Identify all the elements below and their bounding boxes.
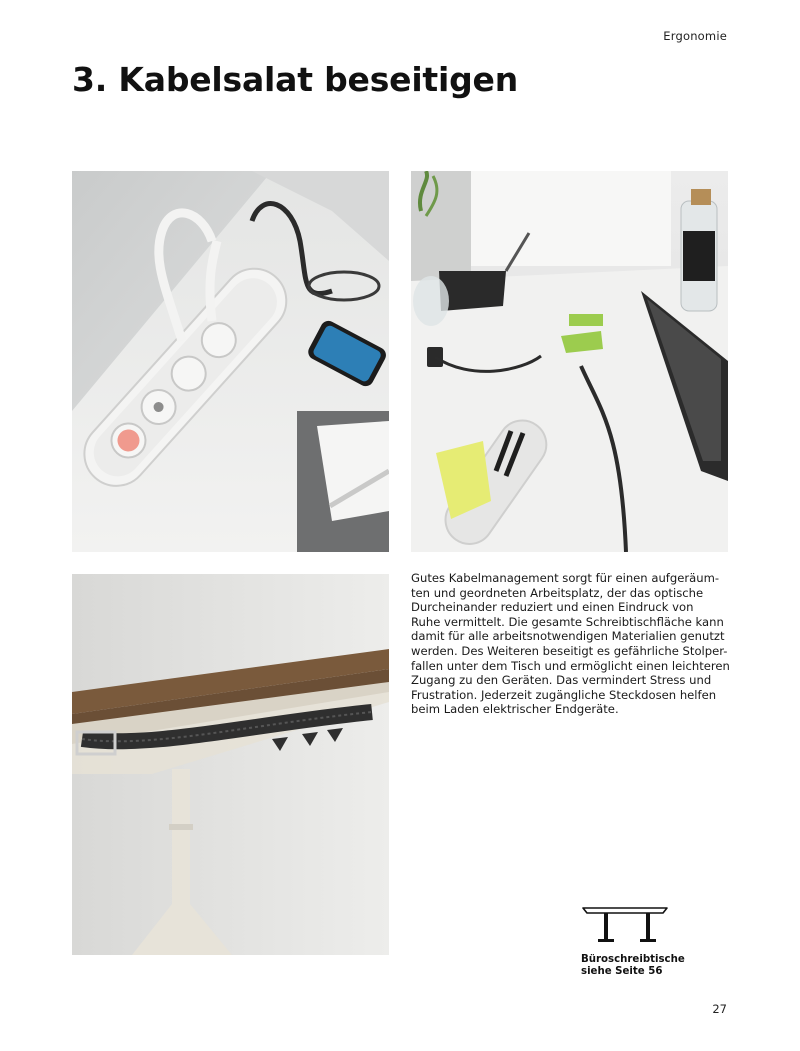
body-line: fallen unter dem Tisch und ermöglicht einen leichteren [411,658,730,673]
desk-cable-management-photo [411,171,728,552]
body-text [411,571,729,717]
body-line: Ruhe vermittelt. Die gesamte Schreibtischfläche kann [411,614,724,629]
body-line: beim Laden elektrischer Endgeräte. [411,702,619,717]
page-number: 27 [712,1002,727,1016]
page-title: 3. Kabelsalat beseitigen [72,60,519,99]
body-line: Gutes Kabelmanagement sorgt für einen aufgeräum- [411,571,720,585]
body-line: Zugang zu den Geräten. Das vermindert Stress und [411,673,712,688]
reference-title: Büroschreibtische [581,954,685,965]
power-strip-photo [72,171,389,552]
desk-icon [581,902,669,948]
body-line: damit für alle arbeitsnotwendigen Materialien genutzt [411,629,725,644]
body-line: werden. Des Weiteren beseitigt es gefährliche Stolper- [411,643,728,658]
reference-page: siehe Seite 56 [581,965,663,977]
reference-label [581,954,685,977]
under-desk-cable-tray-photo [72,574,389,955]
body-line: ten und geordneten Arbeitsplatz, der das optische [411,585,704,600]
body-line: Frustration. Jederzeit zugängliche Steckdosen helfen [411,687,717,702]
section-label: Ergonomie [663,29,727,43]
body-line: Durcheinander reduziert und einen Eindruck von [411,600,694,615]
